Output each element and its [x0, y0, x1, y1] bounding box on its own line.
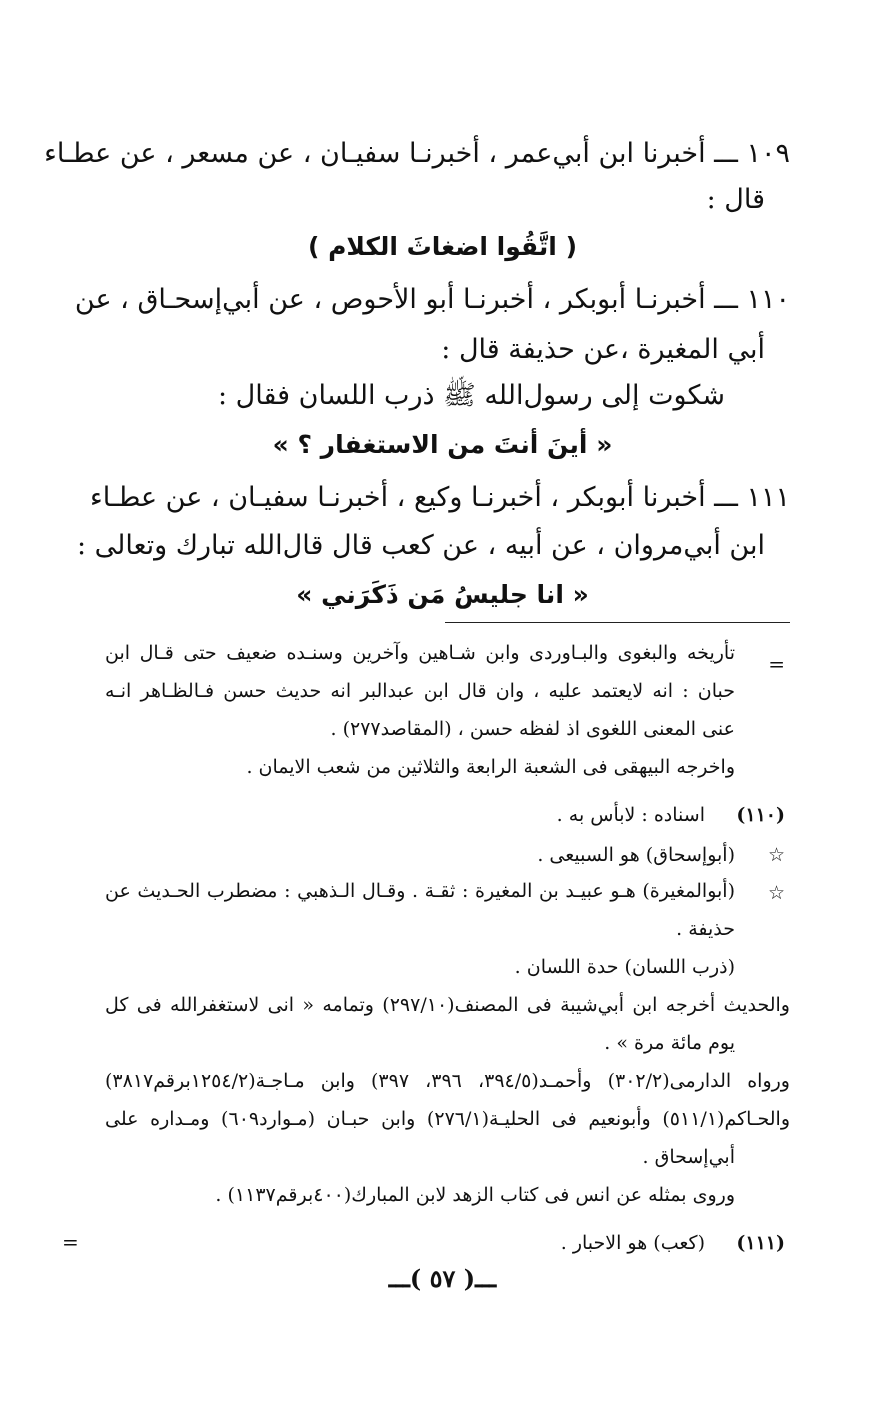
footnote-111-number: (١١١): [736, 1232, 785, 1254]
hadith-111-text: « انا جليسُ مَن ذَكَرَني »: [296, 580, 589, 609]
star-icon: ☆: [767, 882, 785, 904]
footnote-cont-line: عنى المعنى اللغوى اذ لفظه حسن ، (المقاصد٢٧٧) .: [330, 718, 735, 740]
footnote-cont-line: واخرجه البيهقى فى الشعبة الرابعة والثلاثين من شعب الايمان .: [246, 756, 735, 778]
continuation-marker: =: [768, 652, 785, 676]
footnote-110-line: وروى بمثله عن انس فى كتاب الزهد لابن المبارك(٤٠٠برقم١١٣٧) .: [215, 1184, 735, 1206]
footnote-cont-line: تأريخه والبغوى والبـاوردى وابن شـاهين وآخرين وسنـده ضعيف حتى قـال ابن: [105, 642, 735, 664]
footnote-110-line: (ذرب اللسان) حدة اللسان .: [514, 956, 735, 978]
hadith-109-line1: ١٠٩ ـــ أخبرنا ابن أبي‌عمر ، أخبرنـا سفيـان ، عن مسعر ، عن عطـاء: [44, 138, 790, 169]
next-page-marker: =: [62, 1230, 79, 1254]
hadith-110-line2: أبي المغيرة ،عن حذيفة قال :: [441, 334, 765, 365]
footnote-110-line: يوم مائة مرة » .: [604, 1032, 735, 1054]
footnote-110-line: والحديث أخرجه ابن أبي‌شيبة فى المصنف(٢٩٧/١٠) وتمامه « انى لاستغفرالله فى كل: [105, 994, 790, 1016]
footnote-star-line: (أبوالمغيرة) هـو عبيـد بن المغيرة : ثقـة . وقـال الـذهبي : مضطرب الحـديث عن: [105, 880, 735, 902]
hadith-111-line2: ابن أبي‌مروان ، عن أبيه ، عن كعب قال قال‌الله تبارك وتعالى :: [76, 530, 765, 561]
star-icon: ☆: [767, 844, 785, 866]
footnote-separator: [445, 622, 790, 623]
hadith-110-text: « أينَ أنتَ من الاستغفار ؟ »: [272, 430, 613, 459]
footnote-star-line: (أبوإسحاق) هو السبيعى .: [537, 844, 735, 866]
hadith-111-line1: ١١١ ـــ أخبرنا أبوبكر ، أخبرنـا وكيع ، أخبرنـا سفيـان ، عن عطـاء: [90, 482, 790, 513]
hadith-110-line3: شكوت إلى رسول‌الله ﷺ ذرب اللسان فقال :: [218, 380, 725, 411]
footnote-111-text: (كعب) هو الاحبار .: [560, 1232, 705, 1254]
footnote-110-line: ورواه الدارمى(٣٠٢/٢) وأحمـد(٣٩٤/٥، ٣٩٦، ٣٩٧) وابن مـاجـة(١٢٥٤/٢برقم٣٨١٧): [105, 1070, 790, 1092]
footnote-star-line: حذيفة .: [676, 918, 735, 940]
page-number: ـــ( ٥٧ )ـــ: [388, 1264, 497, 1293]
hadith-110-line1: ١١٠ ـــ أخبرنـا أبوبكر ، أخبرنـا أبو الأحوص ، عن أبي‌إسحـاق ، عن: [74, 284, 790, 315]
footnote-cont-line: حبان : انه لايعتمد عليه ، وان قال ابن عبدالبر انه حديث حسن فـالظـاهر انـه: [105, 680, 735, 702]
footnote-110-text: اسناده : لابأس به .: [556, 804, 705, 826]
hadith-109-line2: قال :: [706, 184, 765, 215]
hadith-109-text: ( اتَّقُوا اضغاثَ الكلام ): [307, 232, 577, 261]
footnote-110-line: أبي‌إسحاق .: [642, 1146, 735, 1168]
footnote-110-number: (١١٠): [736, 804, 785, 826]
footnote-110-line: والحـاكم(٥١١/١) وأبونعيم فى الحليـة(٢٧٦/١) وابن حبـان (مـوارد٦٠٩) ومـداره على: [105, 1108, 790, 1130]
